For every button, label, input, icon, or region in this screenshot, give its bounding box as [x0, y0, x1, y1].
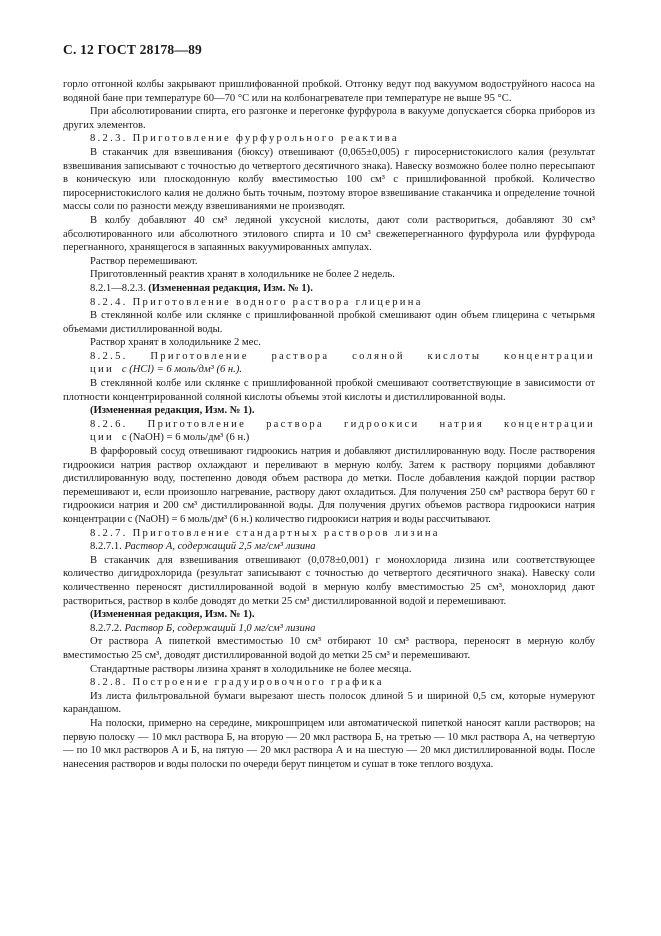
section-8-2-6-heading: 8.2.6. Приготовление раствора гидроокиси натрия концентрации	[90, 418, 595, 430]
section-8-2-7-1-heading	[63, 540, 595, 554]
paragraph-absolutization-note: При абсолютировании спирта, его разгонке и перегонке фурфурола в вакууме допускается сборка приборов из других элементов.	[63, 106, 595, 131]
paragraph-glycerin-storage: Раствор хранят в холодильнике 2 мес.	[90, 337, 261, 349]
amendment-8-2-7-1	[63, 608, 595, 622]
subsection-title: Раствор Б, содержащий 1,0 мг/см³ лизина	[124, 622, 316, 634]
amendment-8-2-5	[63, 404, 595, 418]
section-8-2-7-heading: 8.2.7. Приготовление стандартных растворов лизина	[90, 527, 440, 539]
paragraph-hcl-mixing: В стеклянной колбе или склянке с пришлифованной пробкой смешивают соответствующие в зависимости от плотности концентрированной соляной кислоты объемы этой кислоты и дистиллированной воды.	[63, 378, 595, 403]
amendment-note: (Измененная редакция, Изм. № 1).	[90, 405, 255, 417]
paragraph-solution-b: От раствора А пипеткой вместимостью 10 см³ отбирают 10 см³ раствора, переносят в мерную колбу вместимостью 25 см³, доводят дистиллированной водой до метки 25 см³ и перемешивают.	[63, 636, 595, 661]
subsection-number: 8.2.7.2.	[90, 622, 122, 634]
section-8-2-8-heading: 8.2.8. Построение градуировочного графика	[90, 677, 384, 689]
paragraph-weighing-salt: В стаканчик для взвешивания (бюксу) отвешивают (0,065±0,005) г пиросернистокислого калия (результат взвешивания записывают с точностью до четвертого десятичного знака). Навеску возможно более полно пересыпают в коническую или плоскодонную колбу вместимостью 100 см³ с пришлифованной пробкой. Количество пиросернистокислого калия не должно быть точным, поэтому второе взвешивание стаканчика и определение точной массы соли по разности между взвешиваниями не производят.	[63, 146, 595, 213]
heading-tail: ции	[90, 432, 114, 444]
paragraph-storage: Приготовленный реактив хранят в холодильнике не более 2 недель.	[90, 269, 395, 281]
amendment-note: (Измененная редакция, Изм. № 1).	[148, 282, 313, 294]
paragraph-filter-strips: Из листа фильтровальной бумаги вырезают шесть полосок длиной 5 и шириной 0,5 см, которые нумеруют карандашом.	[63, 690, 595, 716]
section-8-2-3-heading: 8.2.3. Приготовление фурфурольного реактива	[90, 133, 399, 145]
paragraph-standard-storage: Стандартные растворы лизина хранят в холодильнике не более месяца.	[90, 663, 412, 675]
section-8-2-5-heading: 8.2.5. Приготовление раствора соляной кислоты концентрации	[90, 350, 595, 362]
paragraph-applying-drops: На полоски, примерно на середине, микрошприцем или автоматической пипеткой наносят капли растворов; на первую полоску — 10 мкл раствора Б, на вторую — 20 мкл раствора Б, на третью — 10 мкл раствора А, на четвертую — по 10 мкл растворов А и Б, на пятую — 20 мкл раствора А и на шестую — 20 мкл дистиллированной воды. После нанесения растворов и воды полоски по очереди берут пинцетом и сушат в токе теплого воздуха.	[63, 717, 595, 770]
paragraph-glycerin: В стеклянной колбе или склянке с пришлифованной пробкой смешивают один объем глицерина с четырьмя объемами дистиллированной воды.	[63, 310, 595, 335]
subsection-number: 8.2.7.1.	[90, 541, 122, 553]
body-text	[63, 78, 595, 771]
section-8-2-5-formula	[63, 363, 595, 377]
paragraph-acetic-acid: В колбу добавляют 40 см³ ледяной уксусной кислоты, дают соли раствориться, добавляют 30 см³ абсолютированного или абсолютного этилового спирта и 10 см³ свежеперегнанного фурфурола или фурфурода перегнанного, хранящегося в запаянных вакуумированных ампулах.	[63, 214, 595, 254]
section-8-2-7-2-heading	[63, 622, 595, 636]
paragraph-naoh-preparation: В фарфоровый сосуд отвешивают гидроокись натрия и добавляют дистиллированную воду. После растворения гидроокиси натрия раствор охлаждают и переливают в мерную колбу. Затем к раствору порциями добавляют дистиллированную воду, постепенно доводя объем раствора до метки. После добавления каждой порции раствор перемешивают и, если произошло нагревание, раствору дают охладиться. Для получения 250 см³ раствора берут 60 г гидроокиси натрия и 200 см³ дистиллированной воды. Для получения других объемов раствора гидроокиси натрия концентрации с (NaOH) = 6 моль/дм³ (6 н.) количество гидроокиси натрия и воды рассчитывают.	[63, 446, 595, 525]
page-header: С. 12 ГОСТ 28178—89	[63, 42, 202, 57]
section-8-2-6-formula	[63, 431, 595, 445]
heading-tail: ции	[90, 364, 114, 376]
section-8-2-4-heading: 8.2.4. Приготовление водного раствора глицерина	[90, 296, 423, 308]
formula-naoh: с (NaOH) = 6 моль/дм³ (6 н.)	[121, 432, 250, 444]
amendment-note: (Измененная редакция, Изм. № 1).	[90, 609, 255, 621]
paragraph-solution-a: В стаканчик для взвешивания отвешивают (0,078±0,001) г монохлорида лизина или соответствующее количество дигидрохлорида (результат записывают с точностью до четвертого десятичного знака). Навеску соли количественно переносят дистиллированной водой в мерную колбу вместимостью 25 см³, монохлорид дают раствориться, раствор в колбе доводят до метки 25 см³ дистиллированной водой и перемешивают.	[63, 554, 595, 607]
paragraph-continuation: горло отгонной колбы закрывают пришлифованной пробкой. Отгонку ведут под вакуумом водоструйного насоса на водяной бане при температуре 60—70 °С или на колбонагревателе при температуре не выше 95 °С.	[63, 79, 595, 104]
amendment-range: 8.2.1—8.2.3.	[90, 282, 146, 294]
amendment-8-2-1-8-2-3	[63, 282, 595, 296]
formula-hcl: с (НСl) = 6 моль/дм³ (6 н.).	[121, 364, 243, 376]
subsection-title: Раствор А, содержащий 2,5 мг/см³ лизина	[124, 541, 316, 553]
paragraph-mixing: Раствор перемешивают.	[90, 255, 198, 267]
